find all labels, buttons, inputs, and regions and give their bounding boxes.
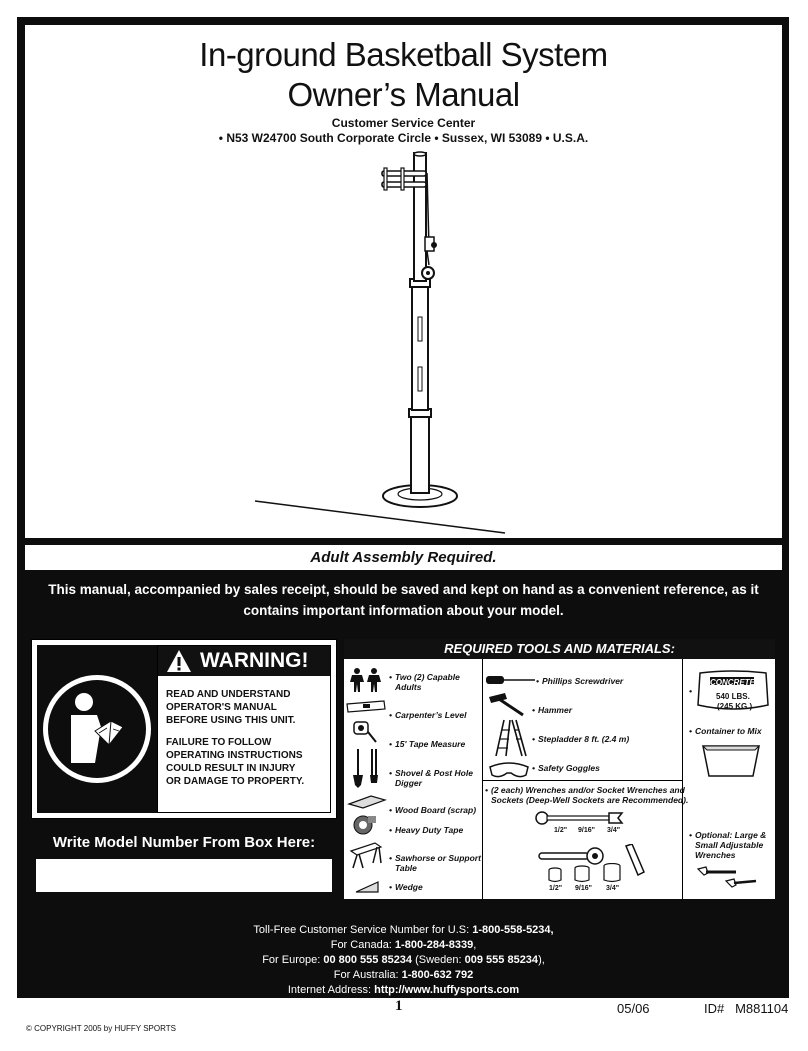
tools-column-divider <box>682 659 683 899</box>
copyright-notice: © COPYRIGHT 2005 by HUFFY SPORTS <box>26 1024 176 1033</box>
tools-separator <box>482 780 682 781</box>
concrete-weight: 540 LBS. <box>716 692 750 701</box>
contact-europe: For Europe: 00 800 555 85234 (Sweden: 009 555 85234), <box>262 954 545 966</box>
contact-australia: For Australia: 1-800-632 792 <box>333 969 474 981</box>
tool-stepladder: • Stepladder 8 ft. (2.4 m) <box>532 734 630 744</box>
socket-size-2: 9/16" <box>575 885 592 892</box>
tool-wood-board: • Wood Board (scrap) <box>389 805 477 815</box>
tool-wrenches: • (2 each) Wrenches and/or Socket Wrenches and Sockets (Deep-Well Sockets are Recommended). <box>485 785 689 805</box>
warning-triangle-icon <box>166 649 192 673</box>
two-adults-icon <box>349 668 383 692</box>
combination-wrench-icon <box>534 811 624 825</box>
contact-info <box>25 923 782 998</box>
adjustable-wrench-icon <box>696 865 758 889</box>
warning-heading: WARNING! <box>158 646 330 676</box>
read-manual-icon <box>37 645 157 813</box>
tool-tape-measure: • 15' Tape Measure <box>389 739 466 749</box>
manual-title-line1: In-ground Basketball System <box>199 36 608 73</box>
hammer-icon <box>487 691 527 717</box>
tool-sawhorse: • Sawhorse or Support Table <box>389 853 481 873</box>
website-link[interactable]: http://www.huffysports.com <box>374 984 520 996</box>
warning-panel <box>31 639 337 819</box>
tool-two-adults: • Two (2) Capable Adults <box>389 672 460 692</box>
document-id: ID# M881104 <box>704 1001 789 1016</box>
adult-assembly-banner: Adult Assembly Required. <box>25 545 782 570</box>
contact-us: Toll-Free Customer Service Number for U.S: 1-800-558-5234, <box>253 924 554 936</box>
tool-phillips-screwdriver: • Phillips Screwdriver <box>536 676 624 686</box>
concrete-label: CONCRETE <box>710 678 755 687</box>
customer-service-address: • N53 W24700 South Corporate Circle • Sussex, WI 53089 • U.S.A. <box>218 131 589 145</box>
cover-panel <box>25 25 782 538</box>
warning-read-line1: READ AND UNDERSTAND <box>166 689 291 700</box>
concrete-weight-kg: (245 KG.) <box>717 702 753 711</box>
tool-hammer: • Hammer <box>532 705 573 715</box>
shovel-digger-icon <box>350 749 382 789</box>
customer-service-name: Customer Service Center <box>331 116 476 130</box>
tools-column-divider <box>482 659 483 899</box>
socket-three-quarter-icon <box>602 863 622 883</box>
tool-concrete-bullet: • <box>689 686 692 696</box>
model-number-box <box>31 828 337 899</box>
manual-title-line2: Owner’s Manual <box>287 76 520 113</box>
heavy-duty-tape-icon <box>352 815 378 835</box>
stepladder-icon <box>494 718 528 758</box>
phillips-screwdriver-icon <box>485 674 537 686</box>
warning-fail-line2: OPERATING INSTRUCTIONS <box>166 750 303 761</box>
sawhorse-icon <box>349 841 383 869</box>
tool-wedge: • Wedge <box>389 882 423 892</box>
tools-heading: REQUIRED TOOLS AND MATERIALS: <box>344 639 775 659</box>
mixing-container-icon <box>701 740 761 780</box>
socket-wrench-icon <box>537 846 607 866</box>
wrench-size-3: 3/4" <box>607 827 621 834</box>
tools-materials-panel <box>344 639 775 899</box>
wedge-icon <box>354 880 380 894</box>
wrench-size-2: 9/16" <box>578 827 595 834</box>
wood-board-icon <box>347 794 387 810</box>
model-number-field[interactable] <box>36 859 332 892</box>
socket-size-1: 1/2" <box>549 885 563 892</box>
wrench-size-1: 1/2" <box>554 827 568 834</box>
socket-size-3: 3/4" <box>606 885 620 892</box>
model-number-label: Write Model Number From Box Here: <box>52 834 316 851</box>
warning-read-line3: BEFORE USING THIS UNIT. <box>166 715 296 726</box>
tape-measure-icon <box>352 720 378 746</box>
safety-goggles-icon <box>487 761 531 781</box>
carpenters-level-icon <box>346 700 386 714</box>
contact-canada: For Canada: 1-800-284-8339, <box>330 939 477 951</box>
page-number: 1 <box>395 998 403 1014</box>
socket-nine-sixteenth-icon <box>573 865 591 883</box>
warning-fail-line1: FAILURE TO FOLLOW <box>166 737 272 748</box>
tool-adjustable-wrenches: • Optional: Large & Small Adjustable Wrenches <box>689 830 767 860</box>
warning-read-line2: OPERATOR'S MANUAL <box>166 702 277 713</box>
warning-fail-line3: COULD RESULT IN INJURY <box>166 763 296 774</box>
warning-fail-line4: OR DAMAGE TO PROPERTY. <box>166 776 305 787</box>
tool-shovel-digger: • Shovel & Post Hole Digger <box>389 768 473 788</box>
read-manual-pictogram <box>37 645 157 813</box>
intro-paragraph: This manual, accompanied by sales receipt, should be saved and kept on hand as a convenient reference, as it contains important information about your model. <box>48 582 759 618</box>
warning-text-box <box>157 645 331 813</box>
socket-half-inch-icon <box>547 867 563 883</box>
contact-web: Internet Address: http://www.huffysports.com <box>287 984 520 996</box>
tool-carpenters-level: • Carpenter’s Level <box>389 710 467 720</box>
tool-container: • Container to Mix <box>689 726 762 736</box>
publication-date: 05/06 <box>617 1001 650 1016</box>
tool-safety-goggles: • Safety Goggles <box>532 763 600 773</box>
tool-heavy-duty-tape: • Heavy Duty Tape <box>389 825 464 835</box>
socket-extension-icon <box>622 844 646 876</box>
